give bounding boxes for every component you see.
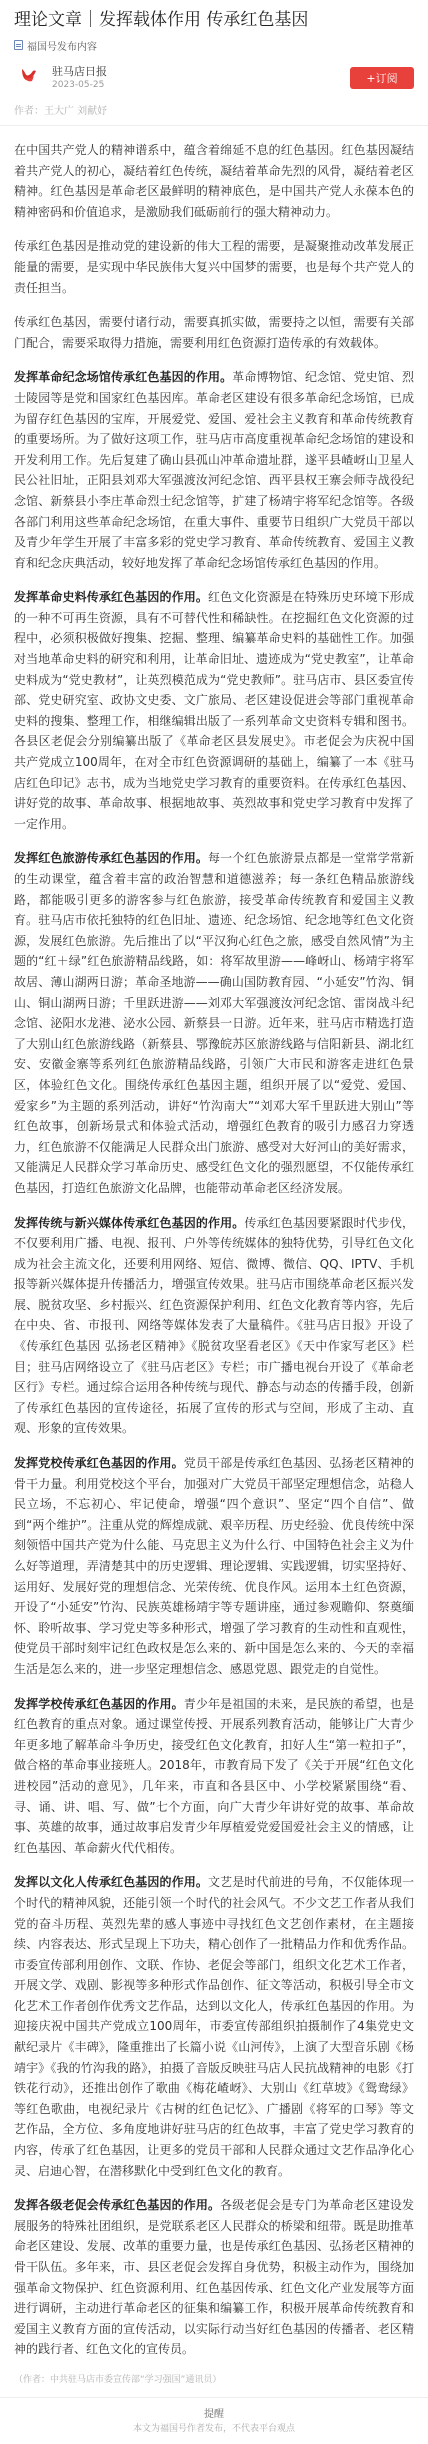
paragraph-text: 在中国共产党人的精神谱系中，蕴含着绵延不息的红色基因。红色基因凝结着共产党人的初心，凝结着红色传统，凝结着革命先烈的风骨，凝结着老区精神。红色基因是革命老区最鲜明的精神底色，是中国共产党人永葆本色的精神密码和价值追求，是激励我们砥砺前行的强大精神动力。 xyxy=(14,143,414,219)
article-paragraph xyxy=(14,1213,414,1440)
paragraph-lead: 发挥学校传承红色基因的作用。 xyxy=(14,1696,184,1711)
article-paragraph xyxy=(14,848,414,1198)
author-row xyxy=(0,54,428,100)
article-paragraph xyxy=(14,236,414,298)
paragraph-lead: 发挥革命纪念场馆传承红色基因的作用。 xyxy=(14,370,233,385)
paragraph-lead: 发挥革命史料传承红色基因的作用。 xyxy=(14,590,208,605)
paragraph-text: 传承红色基因，需要付诸行动，需要真抓实做，需要持之以恒，需要有关部门配合，需要采取得力措施，需要利用红色资源打造传承的有效载体。 xyxy=(14,315,414,350)
article-paragraph xyxy=(14,140,414,222)
article-paragraph xyxy=(14,1453,414,1680)
paragraph-text: 革命博物馆、纪念馆、党史馆、烈士陵园等是党和国家红色基因库。革命老区建设有很多革命纪念场馆，已成为留存红色基因的宝库，开展爱党、爱国、爱社会主义教育和革命传统教育的重要场所。为了做好这项工作，驻马店市高度重视革命纪念场馆的建设和开发利用工作。先后复建了确山县孤山冲革命遗址群，遂平县嵖岈山卫星人民公社旧址，正阳县刘邓大军强渡汝河纪念馆、西平县权王寨会师寺战役纪念馆、新蔡县小李庄革命烈士纪念馆等，扩建了杨靖宇将军纪念馆等。各级各部门利用这些革命纪念场馆，在重大事件、重要节日组织广大党员干部以及青少年学生开展了丰富多彩的党史学习教育、革命传统教育、爱国主义教育和纪念庆典活动，较好地发挥了革命纪念场馆传承红色基因的作用。 xyxy=(14,370,414,570)
paragraph-text: 传承红色基因是推动党的建设新的伟大工程的需要，是凝聚推动改革发展正能量的需要，是实现中华民族伟大复兴中国梦的需要，也是每个共产党人的责任担当。 xyxy=(14,239,414,295)
paragraph-text: 传承红色基因要紧跟时代步伐，不仅要利用广播、电视、报刊、户外等传统媒体的独特优势，引导红色文化成为社会主流文化，还要利用网络、短信、微博、微信、QQ、IPTV、手机报等新兴媒体提升传播活力，增强宣传效果。驻马店市围绕革命老区振兴发展、脱贫攻坚、乡村振兴、红色资源保护利用、红色文化教育等内容，先后在中央、省、市报刊、网络等媒体发表了大量稿件。《驻马店日报》开设了《传承红色基因 弘扬老区精神》《脱贫攻坚看老区》《天中作家写老区》栏目；驻马店网络设立了《驻马店老区》专栏；市广播电视台开设了《革命老区行》专栏。通过综合运用各种传统与现代、静态与动态的传播手段，创新了传承红色基因的宣传途径，拓展了宣传的形式与空间，形成了主动、直观、形象的宣传效果。 xyxy=(14,1215,414,1436)
author-name[interactable]: 驻马店日报 xyxy=(52,65,107,78)
article-content xyxy=(0,140,428,2360)
footer xyxy=(0,2397,428,2444)
byline: 作者：王大广 刘献妤 xyxy=(0,100,428,126)
paragraph-text: 红色文化资源是在特殊历史环境下形成的一种不可再生资源，具有不可替代性和稀缺性。在挖掘红色文化资源的过程中，必须积极做好搜集、挖掘、整理、编纂革命史料的基础性工作。加强对当地革命史料的研究和利用，让革命旧址、遗迹成为“党史教室”，让革命史料成为“党史教材”，让英烈模范成为“党史教师”。驻马店市、县区委宣传部、党史研究室、政协文史委、文广旅局、老区建设促进会等部门重视革命史料的搜集、整理工作，相继编辑出版了一系列革命文史资料专辑和图书。各县区老促会分别编纂出版了《革命老区县发展史》。市老促会为庆祝中国共产党成立100周年，在对全市红色资源调研的基础上，编纂了一本《驻马店红色印记》志书，成为当地党史学习教育的重要资料。在传承红色基因、讲好党的故事、革命故事、根据地故事、英烈故事和党史学习教育中发挥了一定作用。 xyxy=(14,590,414,831)
paragraph-lead: 发挥各级老促会传承红色基因的作用。 xyxy=(14,2198,221,2213)
paragraph-lead: 发挥传统与新兴媒体传承红色基因的作用。 xyxy=(14,1215,245,1230)
paragraph-text: 每一个红色旅游景点都是一堂常学常新的生动课堂，蕴含着丰富的政治智慧和道德滋养；每一条红色精品旅游线路，都能吸引更多的游客参与红色旅游，接受革命传统教育和爱国主义教育。驻马店市依托独特的红色旧址、遗迹、纪念场馆、纪念地等红色文化资源，发展红色旅游。先后推出了以“平汉狗心红色之旅，感受自然风情”为主题的“红＋绿”红色旅游精品线路，如：将军故里游——峰岈山、杨靖宇将军故居、薄山湖两日游；革命圣地游——确山国防教育园、“小延安”竹沟、铜山、铜山湖两日游；千里跃进游——刘邓大军强渡汝河纪念馆、雷岗战斗纪念馆、泌阳水龙港、泌水公园、新蔡县一日游。近年来，驻马店市精选打造了大别山红色旅游线路（新蔡县、鄂豫皖苏区旅游线路与信阳新县、湖北红安、安徽金寨等系列红色旅游精品线路，引领广大市民和游客走进红色景区，体验红色文化。围绕传承红色基因主题，组织开展了以“爱党、爱国、爱家乡”为主题的系列活动，讲好“竹沟南大”“刘邓大军千里跃进大别山”等红色故事，创新场景式和体验式活动，增强红色教育的吸引力感召力穿透力，红色旅游不仅能满足人民群众出门旅游、感受对大好河山的美好需求，又能满足人民群众学习革命历史、感受红色文化的强烈愿望，不仅能传承红色基因，打造红色旅游文化品牌，也能带动革命老区经济发展。 xyxy=(14,851,414,1195)
source-label: 福国号发布内容 xyxy=(27,41,97,53)
paragraph-text: 文艺是时代前进的号角，不仅能体现一个时代的精神风貌，还能引领一个时代的社会风气。不少文艺工作者从我们党的奋斗历程、英烈先辈的感人事迹中寻找红色文艺创作素材，在主题接续、内容表达、形式呈现上下功夫，精心创作了一批精品力作和优秀作品。市委宣传部利用创作、文联、作协、老促会等部门，组织文化艺术工作者，开展文学、戏剧、影视等多种形式作品创作、征文等活动，积极引导全市文化艺术工作者创作优秀文艺作品，达到以文化人，传承红色基因的作用。为迎接庆祝中国共产党成立100周年，市委宣传部组织拍摄制作了4集党史文献纪录片《丰碑》，隆重推出了长篇小说《山河传》，上演了大型音乐剧《杨靖宇》《我的竹沟我的路》，拍摄了音版反映驻马店人民抗战精神的电影《打铁花行动》，还推出创作了歌曲《梅花嵖岈》、大别山《红草坡》《鸳鸯绿》等红色歌曲，电视纪录片《古树的红色记忆》、广播剧《将军的口琴》等文艺作品，全方位、多角度地讲好驻马店的红色故事，丰富了党史学习教育的内容，传承了红色基因，让更多的党员干部和人民群众通过文艺作品净化心灵、启迪心智，在潜移默化中受到红色文化的教育。 xyxy=(14,1875,414,2178)
article-paragraph xyxy=(14,1694,414,1859)
newspaper-logo[interactable] xyxy=(14,63,44,93)
source-line xyxy=(0,36,428,54)
report-link[interactable]: 提醒 xyxy=(204,2408,224,2420)
article-paragraph xyxy=(14,2195,414,2360)
subscribe-button[interactable]: +订阅 xyxy=(350,67,414,89)
paragraph-lead: 发挥红色旅游传承红色基因的作用。 xyxy=(14,851,208,866)
paragraph-text: 各级老促会是专门为革命老区建设发展服务的特殊社团组织，是党联系老区人民群众的桥梁和纽带。既是助推革命老区建设、发展、改革的重要力量，也是传承红色基因、弘扬老区精神的骨干队伍。多年来，市、县区老促会发挥自身优势，积极主动作为，围绕加强革命文物保护、红色资源利用、红色基因传承、红色文化产业发展等方面进行调研，主动进行革命老区的征集和编纂工作，积极开展革命传统教育和爱国主义教育方面的宣传活动，以实际行动当好红色基因的传播者、老区精神的践行者、红色文化的宣传员。 xyxy=(14,2198,414,2357)
paragraph-lead: 发挥党校传承红色基因的作用。 xyxy=(14,1456,184,1471)
document-icon xyxy=(14,40,23,50)
author-info xyxy=(52,64,350,92)
article-paragraph xyxy=(14,312,414,353)
article-paragraph xyxy=(14,1872,414,2181)
article-paragraph xyxy=(14,587,414,834)
paragraph-text: 党员干部是传承红色基因、弘扬老区精神的骨干力量。利用党校这个平台，加强对广大党员干部坚定理想信念，站稳人民立场，不忘初心、牢记使命，增强“四个意识”、坚定“四个自信”、做到“两个维护”。注重从党的辉煌成就、艰辛历程、历史经验、优良传统中深刻领悟中国共产党为什么能、马克思主义为什么行、中国特色社会主义为什么好等道理，弄清楚其中的历史逻辑、理论逻辑、实践逻辑，切实坚持好、运用好、发展好党的理想信念、光荣传统、优良作风。运用本土红色资源，开设了“小延安”竹沟、民族英雄杨靖宇等专题讲座，通过参观瞻仰、祭奠缅怀、聆听故事、学习党史等多种形式，增强了学习教育的生动性和直观性，使党员干部时刻牢记红色政权是怎么来的、新中国是怎么来的、今天的幸福生活是怎么来的，进一步坚定理想信念、感恩党恩、跟党走的自觉性。 xyxy=(14,1456,414,1676)
paragraph-text: 青少年是祖国的未来，是民族的希望，也是红色教育的重点对象。通过课堂传授、开展系列教育活动，能够让广大青少年更多地了解革命斗争历史，接受红色文化教育，扣好人生“第一粒扣子”，做合格的革命事业接班人。2018年，市教育局下发了《关于开展“红色文化进校园”活动的意见》，几年来，市直和各县区中、小学校紧紧围绕“看、寻、诵、讲、唱、写、做”七个方面，向广大青少年讲好党的故事、革命故事、英雄的故事，通过故事启发青少年厚植爱党爱国爱社会主义的情感，让红色基因、革命薪火代代相传。 xyxy=(14,1696,414,1855)
article-paragraph xyxy=(14,367,414,573)
publish-date: 2023-05-25 xyxy=(52,80,105,90)
article-title: 理论文章｜发挥载体作用 传承红色基因 xyxy=(14,10,309,30)
platform-note: 本文为福国号作者发布，不代表平台观点 xyxy=(132,2423,295,2434)
newspaper-logo-icon xyxy=(16,65,42,91)
paragraph-lead: 发挥以文化人传承红色基因的作用。 xyxy=(14,1875,208,1890)
footnote: （作者：中共驻马店市委宣传部“学习强国”通讯员） xyxy=(14,2374,222,2385)
